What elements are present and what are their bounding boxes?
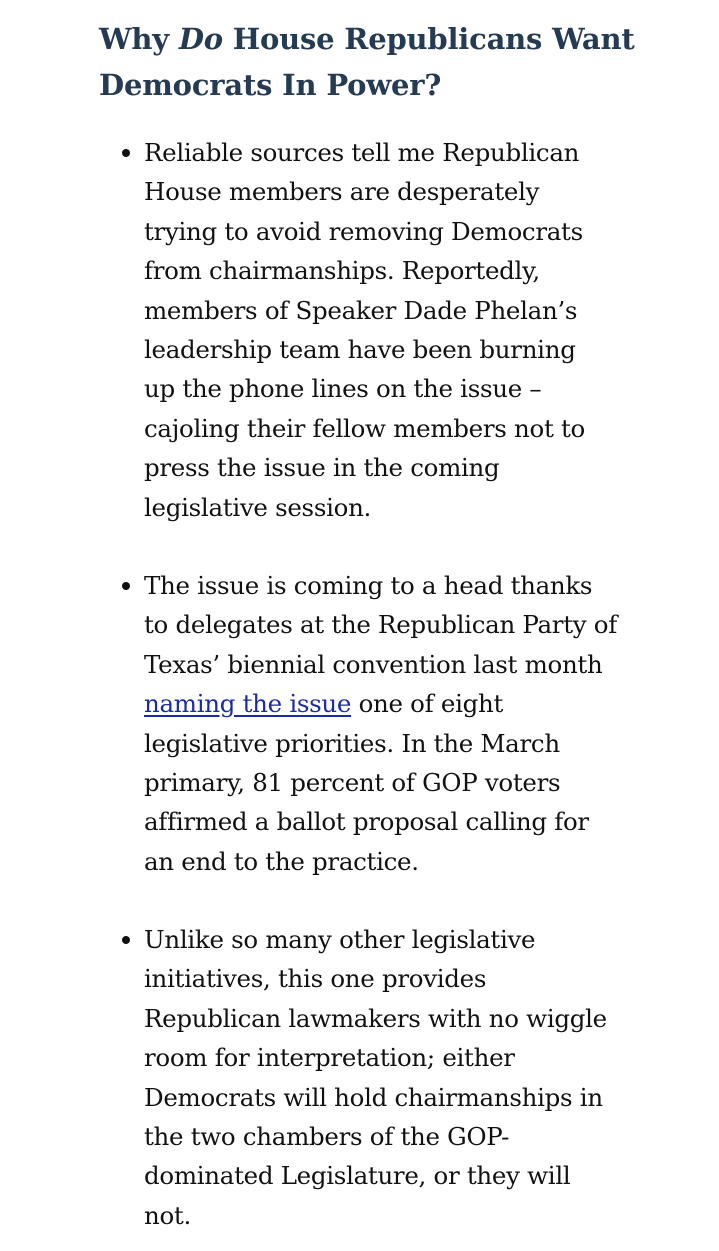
text-line: leadership team have been burning: [144, 335, 576, 365]
text-line: up the phone lines on the issue –: [144, 374, 542, 404]
text-line: Reliable sources tell me Republican: [144, 138, 580, 167]
list-item: [144, 133, 634, 527]
text-line: Texas’ biennial convention last month: [144, 649, 603, 679]
heading-line2: Democrats In Power?: [99, 68, 442, 102]
text-line: House members are desperately: [144, 177, 540, 207]
text-line: the two chambers of the GOP-: [144, 1122, 510, 1152]
text-line: an end to the practice.: [144, 846, 419, 876]
text-line: not.: [144, 1200, 191, 1230]
text-line: Republican lawmakers with no wiggle: [144, 1003, 607, 1033]
text-line: dominated Legislature, or they will: [144, 1161, 571, 1191]
text-line: from chairmanships. Reportedly,: [144, 256, 540, 286]
list-item: [144, 566, 634, 881]
list-item: [144, 920, 634, 1235]
bullet-dot-icon: [122, 936, 130, 944]
text-line: legislative priorities. In the March: [144, 728, 560, 758]
text-line: The issue is coming to a head thanks: [144, 571, 593, 600]
section-heading: [99, 16, 639, 108]
text-line: legislative session.: [144, 492, 372, 522]
text-line: to delegates at the Republican Party of: [144, 610, 618, 640]
heading-emphasis: Do: [178, 22, 223, 56]
text-line: trying to avoid removing Democrats: [144, 216, 583, 246]
text-line: Unlike so many other legislative: [144, 925, 536, 954]
text-line: initiatives, this one provides: [144, 964, 487, 994]
text-line: affirmed a ballot proposal calling for: [144, 807, 589, 837]
article: [99, 16, 639, 1230]
text-line-with-link: [144, 684, 634, 723]
text-after-link: one of eight: [351, 689, 504, 719]
text-line: members of Speaker Dade Phelan’s: [144, 295, 578, 325]
heading-line1-before: Why: [99, 22, 179, 56]
text-line: room for interpretation; either: [144, 1043, 515, 1073]
text-line: press the issue in the coming: [144, 453, 500, 483]
bullet-dot-icon: [122, 149, 130, 157]
text-line: primary, 81 percent of GOP voters: [144, 768, 561, 798]
text-line: Democrats will hold chairmanships in: [144, 1082, 603, 1112]
bullet-dot-icon: [122, 582, 130, 590]
naming-the-issue-link[interactable]: naming the issue: [144, 689, 352, 719]
text-line: cajoling their fellow members not to: [144, 413, 585, 443]
heading-line1-after: House Republicans Want: [222, 22, 635, 56]
